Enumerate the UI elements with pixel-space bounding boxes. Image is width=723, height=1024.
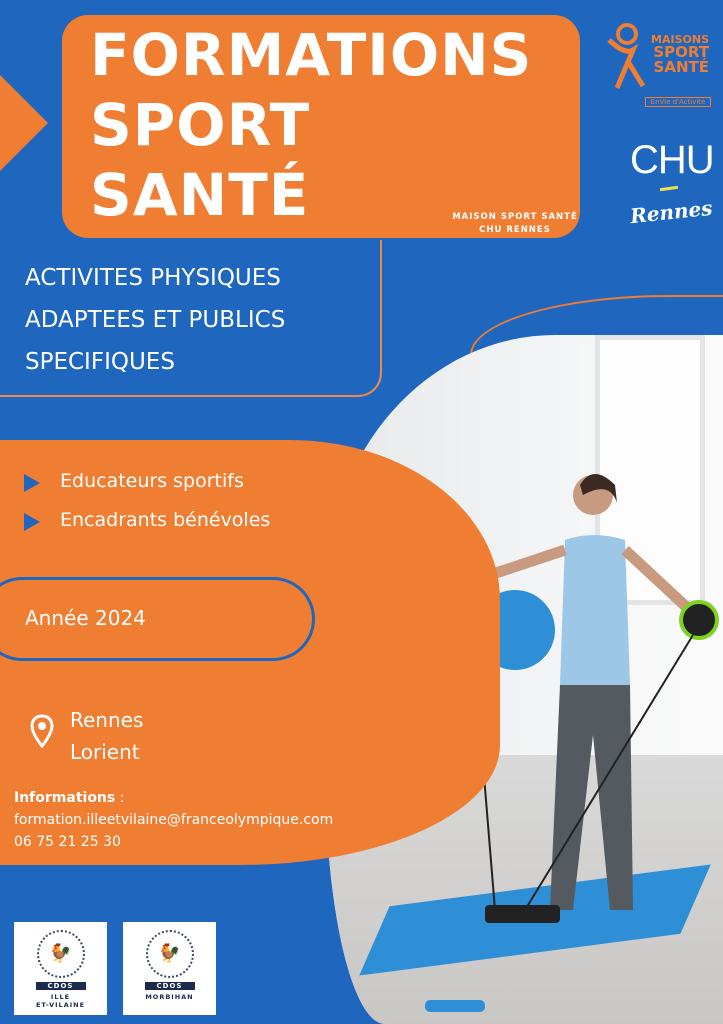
cdos-dept: ET-VILAINE	[35, 1001, 86, 1009]
triangle-bullet-icon	[24, 513, 40, 531]
arrow-decoration	[0, 75, 48, 171]
title-line: FORMATIONS	[90, 21, 533, 89]
logo-text: SPORT	[653, 43, 709, 61]
subtitle	[25, 257, 285, 383]
year-label: Année 2024	[25, 606, 146, 630]
athlete-icon	[605, 20, 645, 90]
cdos-tag: CDOS	[36, 982, 86, 990]
location-item: Lorient	[70, 740, 140, 764]
chu-accent	[660, 186, 678, 191]
organizer-line: CHU RENNES	[479, 225, 551, 235]
chu-logo: CHU	[630, 138, 714, 182]
contact-separator: :	[115, 790, 125, 806]
cdos-dept: ILLE	[50, 993, 71, 1001]
maisons-sport-sante-logo	[605, 20, 715, 106]
triangle-bullet-icon	[24, 474, 40, 492]
title-line: SPORT	[90, 91, 311, 159]
organizer-line: MAISON SPORT SANTÉ	[452, 212, 578, 222]
contact-phone[interactable]: 06 75 21 25 30	[14, 834, 121, 850]
subtitle-line: ADAPTEES ET PUBLICS	[25, 307, 286, 333]
audience-item: Educateurs sportifs	[60, 470, 244, 492]
page-title	[90, 20, 532, 230]
chu-city: Rennes	[628, 195, 714, 229]
location-item: Rennes	[70, 708, 144, 732]
cdos-morbihan-logo	[123, 922, 216, 1015]
audience-item: Encadrants bénévoles	[60, 509, 271, 531]
rooster-olympic-rings-icon: 🐓	[37, 930, 85, 978]
logo-text: MAISONS	[651, 33, 709, 46]
logo-tagline: EnVie d'Activité	[645, 97, 711, 107]
location-pin-icon	[30, 714, 54, 748]
contact-email[interactable]: formation.illeetvilaine@franceolympique.com	[14, 812, 334, 828]
title-line: SANTÉ	[90, 161, 310, 229]
logo-text: SANTÉ	[653, 58, 709, 76]
cdos-ille-et-vilaine-logo	[14, 922, 107, 1015]
organizer	[440, 211, 590, 237]
rooster-olympic-rings-icon: 🐓	[146, 930, 194, 978]
contact-label-text: Informations	[14, 790, 116, 806]
subtitle-line: ACTIVITES PHYSIQUES	[25, 265, 281, 291]
cdos-tag: CDOS	[145, 982, 195, 990]
cdos-dept: MORBIHAN	[145, 993, 194, 1001]
contact-label	[14, 787, 124, 809]
subtitle-line: SPECIFIQUES	[25, 349, 175, 375]
